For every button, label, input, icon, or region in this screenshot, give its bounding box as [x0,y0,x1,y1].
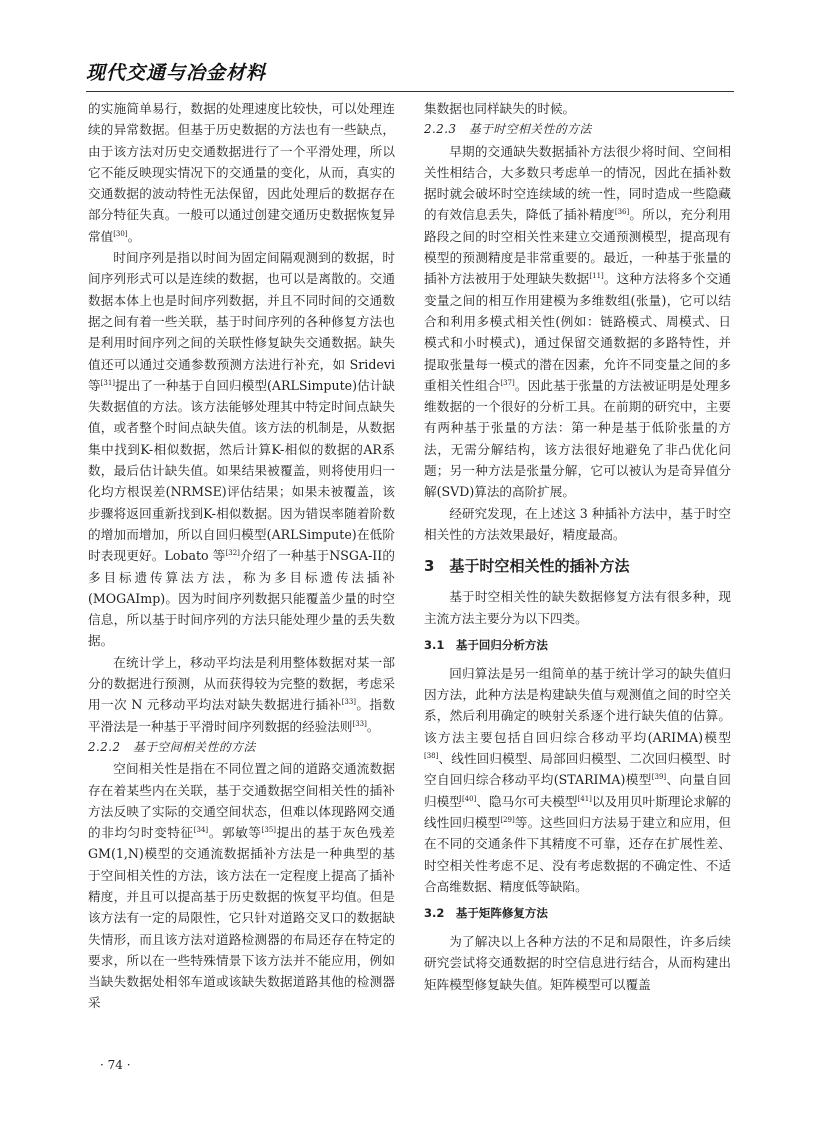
subsection-heading: 3.1 基于回归分析方法 [424,637,548,652]
citation: [33] [341,698,357,707]
citation: [40] [461,794,477,803]
citation: [37] [500,378,515,387]
subsubsection-heading: 2.2.2 基于空间相关性的方法 [88,739,256,754]
paragraph [424,586,731,629]
paragraph-text: 提出的基于灰色残差GM(1,N)模型的交通流数据插补方法是一种典型的基于空间相关性的方法，该方法在一定程度上提高了插补精度，并且可以提高基于历史数据的恢复平均值。但是该方法有一定的局限性，它只针对道路交叉口的数据缺失情形，而且该方法对道路检测器的布局还存在特定的要求，所以在一些特殊情景下该方法并不能应用，例如当缺失数据处相邻车道或该缺失数据道路其他的检测器采 [88,825,396,1011]
citation: [11] [589,272,604,281]
paragraph-text: 经研究发现，在上述这 3 种插补方法中，基于时空相关性的方法效果最好，精度最高。 [424,505,731,542]
paragraph [424,663,731,897]
paragraph-text: 介绍了一种基于NSGA-II的多目标遗传算法方法，称为多目标遗传法插补(MOGAImp)。因为时间序列数据只能覆盖少量的时空信息，所以基于时间序列的方法只能处理少量的丢失数据。 [88,548,395,649]
paragraph [424,503,731,546]
paragraph-text: 。所以，充分利用路段之间的时空相关性来建立交通预测模型，提高现有模型的预测精度是非常重要的。最近，一种基于张量的插补方法被用于处理缺失数据 [424,207,732,287]
citation: [29] [500,815,515,824]
paragraph [88,652,395,737]
paragraph [88,98,395,247]
paragraph-text: 的实施简单易行，数据的处理速度比较快，可以处理连续的异常数据。但基于历史数据的方法也有一些缺点，由于该方法对历史交通数据进行了一个平滑处理，所以它不能反映现实情况下的交通量的变化，从而，真实的交通数据的波动特性无法保留，因此处理后的数据存在部分特征失真。一般可以通过创建交通历史数据恢复异常值 [88,101,395,244]
paragraph-text: 时间序列是指以时间为固定间隔观测到的数据，时间序列形式可以是连续的数据，也可以是离散的。交通数据本体上也是时间序列数据，并且不同时间的交通数据之间有着一些关联，基于时间序列的各种修复方法也是利用时间序列之间的关联性修复缺失交通数据。缺失值还可以通过交通参数预测方法进行补充，如 Sridevi 等 [88,250,395,393]
paragraph-text: 等。这些回归方法易于建立和应用，但在不同的交通条件下其精度不可靠，还存在扩展性差、时空相关性考虑不足、没有考虑数据的不确定性、不适合高维数据、精度低等缺陷。 [424,814,732,894]
citation: [33] [352,719,367,728]
journal-title: 现代交通与冶金材料 [86,62,267,84]
citation: [34] [193,826,209,835]
citation: [30] [113,229,128,238]
citation: [35] [261,826,277,835]
citation: [41] [577,794,592,803]
paragraph-text: 。这种方法将多个交通变量之间的相互作用建模为多维数组(张量)，它可以结合和利用多模式相关性(例如：链路模式、周模式、日模式和小时模式)，通过保留交通数据的多路特性，并提取张量每一模式的潜在因素，允许不同变量之间的多重相关性组合 [424,271,732,393]
paragraph-text: 早期的交通缺失数据插补方法很少将时间、空间相关性相结合，大多数只考虑单一的情况，因此在插补数据时就会破坏时空连续域的统一性，同时造成一些隐藏的有效信息丢失，降低了插补精度 [424,143,731,223]
paragraph-text: 、隐马尔可夫模型 [476,793,578,809]
paragraph [424,931,731,995]
right-column [424,98,731,995]
paragraph [88,758,395,1014]
paragraph-text: 集数据也同样缺失的时候。 [424,101,576,116]
paragraph-text: 。因此基于张量的方法被证明是处理多维数据的一个很好的分析工具。在前期的研究中，主要有两种基于张量的方法：第一种是基于低阶张量的方法，无需分解结构，该方法很好地避免了非凸优化问题；另一种方法是张量分解，它可以被认为是奇异值分解(SVD)算法的高阶扩展。 [424,377,732,500]
header-rule [86,91,734,92]
citation: [31] [100,378,116,387]
subsubsection-heading: 2.2.3 基于时空相关性的方法 [424,122,592,137]
paragraph-text: 。郭敏等 [208,825,262,841]
paragraph-text: 。 [127,228,141,244]
paragraph-text: 空间相关性是指在不同位置之间的道路交通流数据存在着某些内在关联，基于交通数据空间相关性的插补方法反映了实际的交通空间状态，但难以体现路网交通的非均匀时变特征 [88,761,395,841]
paragraph-text: 、线性回归模型、局部回归模型、二次回归模型、时空自回归综合移动平均(STARIMA)模型 [424,751,731,788]
paragraph-text: 。 [366,718,380,734]
citation: [36] [614,208,630,217]
paragraph-text: 回归算法是另一组简单的基于统计学习的缺失值归因方法，此种方法是构建缺失值与观测值之间的时空关系，然后利用确定的映射关系逐个进行缺失值的估算。该方法主要包括自回归综合移动平均(ARIMA)模型 [424,665,731,745]
paragraph-text: 在统计学上，移动平均法是利用整体数据对某一部分的数据进行预测，从而获得较为完整的数据，考虑采用一次 N 元移动平均法对缺失数据进行插补 [88,654,395,713]
paragraph-text: 提出了一种基于自回归模型(ARLSimpute)估计缺失数据值的方法。该方法能够处理其中特定时间点缺失值，或者整个时间点缺失值。该方法的机制是，从数据集中找到K-相似数据，然后计算K-相似的数据的AR系数，最后估计缺失值。如果结果被覆盖，则将使用归一化均方根误差(NRMSE)评估结果；如果未被覆盖，该步骤将返回重新找到K-相似数据。因为错误率随着阶数的增加而增加，所以自回归模型(ARLSimpute)在低阶时表现更好。Lobato 等 [88,377,395,564]
citation: [39] [651,773,667,782]
page-number: · 74 · [100,1058,131,1072]
left-column [88,98,395,1014]
paragraph-text: 基于时空相关性的缺失数据修复方法有很多种，现主流方法主要分为以下四类。 [424,589,731,626]
paragraph-text: 以及用贝叶斯理论求解的线性回归模型 [424,793,732,830]
paragraph-text: 。指数平滑法是一种基于平滑时间序列数据的经验法则 [88,697,396,734]
citation: [38] [424,752,439,761]
paragraph [424,98,731,119]
paragraph [88,247,395,652]
subsection-heading: 3.2 基于矩阵修复方法 [424,906,548,921]
citation: [32] [225,549,240,558]
paragraph-text: 为了解决以上各种方法的不足和局限性，许多后续研究尝试将交通数据的时空信息进行结合，从而构建出矩阵模型修复缺失值。矩阵模型可以覆盖 [424,934,731,992]
section-heading: 3 基于时空相关性的插补方法 [424,557,630,576]
paragraph [424,141,731,503]
paragraph-text: 、向量自回归模型 [424,772,732,809]
